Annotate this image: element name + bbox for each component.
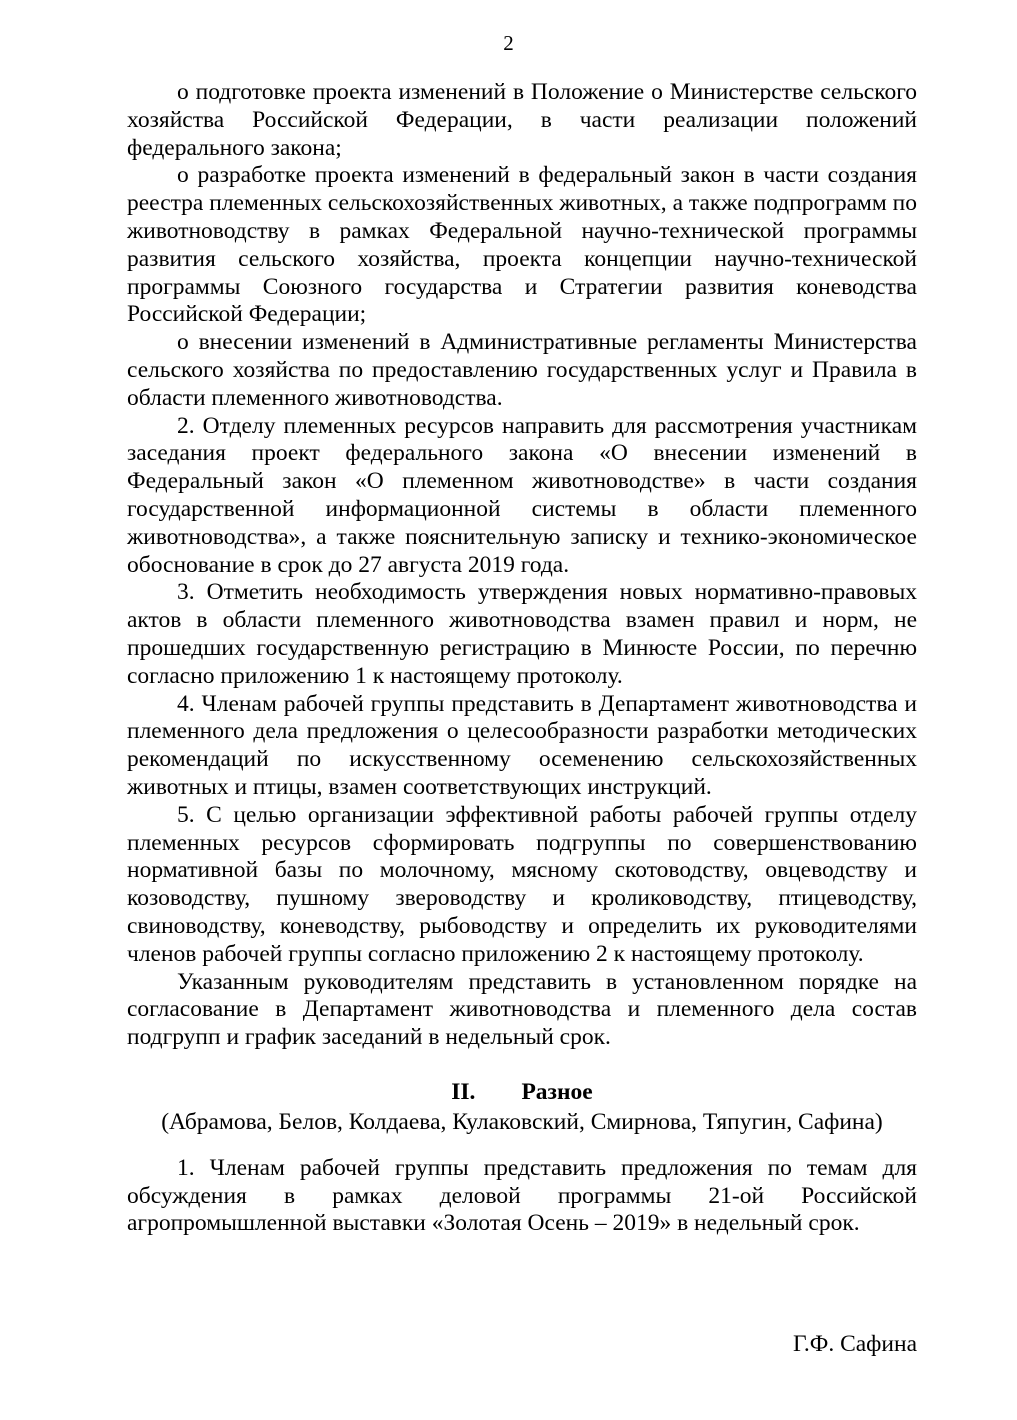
paragraph: 1. Членам рабочей группы представить предложения по темам для обсуждения в рамках деловой программы 21-ой Российской агропромышленной выставки «Золотая Осень – 2019» в недельный срок.: [127, 1154, 917, 1237]
paragraph: о разработке проекта изменений в федеральный закон в части создания реестра племенных сельскохозяйственных животных, а также подпрограмм по животноводству в рамках Федеральной научно-технической программы развития сельского хозяйства, проекта концепции научно-технической программы Союзного государства и Стратегии развития коневодства Российской Федерации;: [127, 162, 917, 328]
paragraph: о подготовке проекта изменений в Положение о Министерстве сельского хозяйства Российской Федерации, в части реализации положений федерального закона;: [127, 79, 917, 161]
page-number: 2: [503, 31, 514, 55]
section-participants: (Абрамова, Белов, Колдаева, Кулаковский, Смирнова, Тяпугин, Сафина): [161, 1108, 883, 1135]
signature: Г.Ф. Сафина: [792, 1331, 917, 1357]
section-numeral: II.: [451, 1078, 476, 1105]
paragraph: 5. С целью организации эффективной работы рабочей группы отделу племенных ресурсов сформировать подгруппы по совершенствованию нормативной базы по молочному, мясному скотоводству, овцеводству и козоводству, пушному звероводству и кролиководству, птицеводству, свиноводству, коневодству, рыбоводству и определить их руководителями членов рабочей группы согласно приложению 2 к настоящему протоколу.: [127, 801, 917, 967]
paragraph: 4. Членам рабочей группы представить в Департамент животноводства и племенного дела предложения о целесообразности разработки методических рекомендаций по искусственному осеменению сельскохозяйственных животных и птицы, взамен соответствующих инструкций.: [127, 690, 917, 800]
paragraph: Указанным руководителям представить в установленном порядке на согласование в Департамент животноводства и племенного дела состав подгрупп и график заседаний в недельный срок.: [127, 968, 917, 1051]
paragraph: 3. Отметить необходимость утверждения новых нормативно-правовых актов в области племенного животноводства взамен правил и норм, не прошедших государственную регистрацию в Минюсте России, по перечню согласно приложению 1 к настоящему протоколу.: [127, 579, 917, 689]
spacer: [127, 1137, 917, 1155]
section-title: Разное: [521, 1078, 593, 1105]
section-heading: [127, 1077, 917, 1107]
paragraph: 2. Отделу племенных ресурсов направить для рассмотрения участникам заседания проект федерального закона «О внесении изменений в Федеральный закон «О племенном животноводстве» в части создания государственной информационной системы в области племенного животноводства», а также пояснительную записку и технико-экономическое обоснование в срок до 27 августа 2019 года.: [127, 412, 917, 578]
paragraph: о внесении изменений в Административные регламенты Министерства сельского хозяйства по предоставлению государственных услуг и Правила в области племенного животноводства.: [127, 329, 917, 411]
document-body: [127, 79, 917, 1238]
